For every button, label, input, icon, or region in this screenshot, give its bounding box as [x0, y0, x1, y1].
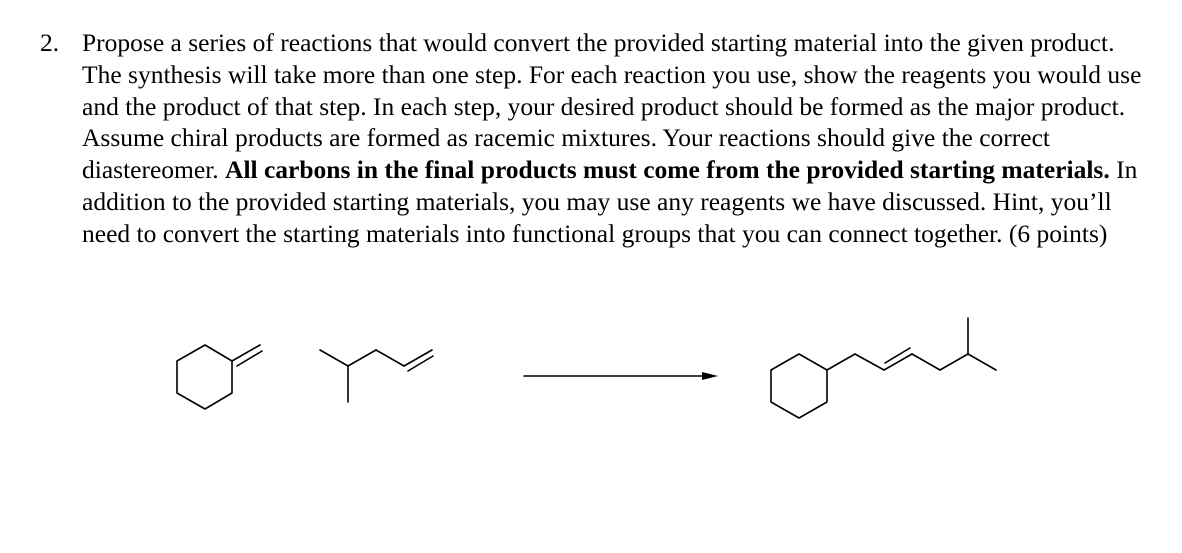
reaction-scheme-svg — [0, 300, 1182, 430]
question-number: 2. — [40, 28, 60, 57]
methylenecyclohexane-structure — [177, 345, 262, 409]
reaction-arrow — [524, 372, 718, 380]
question-text — [82, 27, 1142, 250]
question-text-part1: Propose a series of reactions that would convert the provided starting material into the given product. The synthesis will take more than one step. For each reaction you use, show the reagents you would use and the product of that step. In each step, your desired product should be formed as the major product. Assume chiral products are formed as racemic mixtures. Your reactions should give the correct diastereomer. — [82, 28, 1142, 185]
question-text-bold: All carbons in the final products must come from the provided starting materials. — [225, 155, 1110, 185]
4-methyl-1-pentene-structure — [320, 350, 433, 402]
question-block — [40, 27, 1150, 250]
reaction-scheme — [0, 300, 1182, 430]
cyclohexyl-alkene-product-structure — [771, 318, 996, 418]
question-text-part2: In addition to the provided starting materials, you may use any reagents we have discussed. Hint, you’ll need to convert the starting materials into functional groups that you can connect together. (6 points) — [82, 155, 1138, 248]
